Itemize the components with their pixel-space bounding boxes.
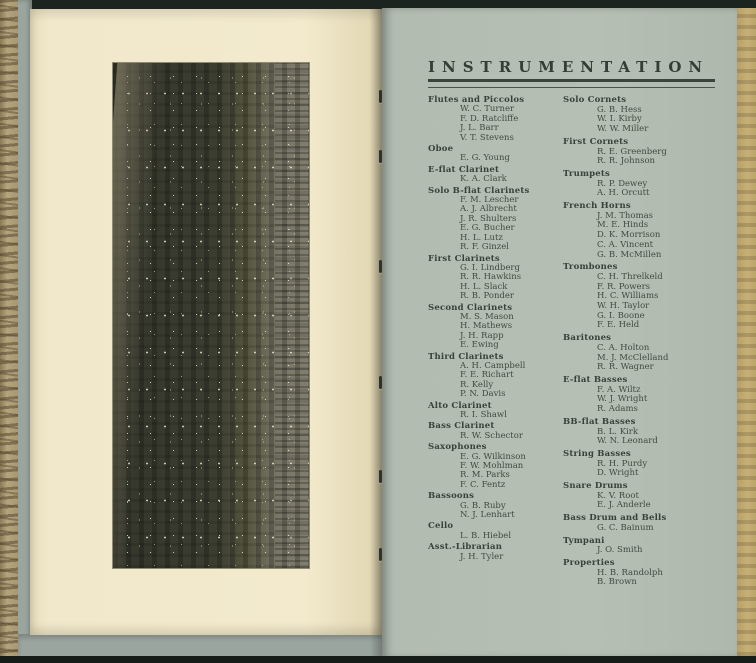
musician-name: H. B. Randolph [597, 567, 663, 578]
musician-name: A. H. Campbell [460, 360, 526, 371]
musician-name: W. H. Taylor [597, 301, 650, 312]
musician-name: F. D. Ratcliffe [460, 113, 519, 124]
musician-name: N. J. Lenhart [460, 510, 515, 521]
musician-name: R. F. Ginzel [460, 242, 509, 253]
musician-name: J. M. Thomas [597, 210, 654, 221]
musician-name: J. H. Tyler [460, 551, 504, 562]
musician-name: R. Kelly [460, 379, 494, 390]
musician-name: E. G. Wilkinson [460, 451, 526, 462]
instrument-section-title: Flutes and Piccolos [428, 95, 525, 105]
musician-name: C. A. Holton [597, 342, 650, 353]
musician-name: R. E. Greenberg [597, 146, 667, 157]
musician-name: F. W. Mohlman [460, 461, 524, 472]
musician-name: R. H. Purdy [597, 458, 648, 469]
instrument-section-title: Cello [428, 521, 454, 532]
musician-name: H. L. Slack [460, 281, 508, 292]
musician-name: J. H. Rapp [460, 330, 504, 341]
musician-name: B. Brown [597, 577, 637, 588]
musician-name: W. I. Kirby [597, 114, 642, 125]
instrument-section-title: French Horns [563, 201, 631, 212]
musician-name: A. J. Albrecht [460, 204, 517, 215]
musician-name: R. B. Ponder [460, 291, 514, 302]
musician-name: F. R. Powers [597, 281, 651, 292]
instrument-section-title: Snare Drums [563, 481, 628, 492]
musician-name: G. C. Bainum [597, 522, 654, 533]
instrument-column-right [563, 96, 715, 588]
instrument-section-title: BB-flat Basses [563, 416, 636, 427]
cover-edge-bottom [18, 634, 388, 658]
band-photograph [112, 62, 310, 569]
musician-name: F. E. Held [597, 320, 640, 331]
musician-name: J. O. Smith [597, 545, 643, 556]
musician-name: K. V. Root [597, 490, 639, 501]
musician-name: H. L. Lutz [460, 232, 503, 243]
musician-name: D. Wright [597, 468, 639, 479]
instrument-section-title: Solo B-flat Clarinets [428, 185, 530, 196]
musician-name: W. W. Miller [597, 124, 649, 135]
musician-name: R. P. Dewey [597, 178, 648, 189]
instrument-section-title: E-flat Basses [563, 374, 628, 385]
title-underline-rule [428, 79, 715, 88]
musician-name: F. C. Fentz [460, 479, 506, 490]
musician-name: C. H. Threlkeld [597, 271, 663, 282]
instrument-column-left [428, 96, 562, 562]
musician-name: G. B. Ruby [460, 500, 506, 511]
photo-backdrop-top [14, 0, 756, 8]
musician-name: C. A. Vincent [597, 239, 654, 250]
instrument-section-title: Trombones [563, 262, 618, 273]
musician-name: J. L. Barr [460, 123, 499, 134]
musician-name: R. Adams [597, 404, 638, 415]
instrument-section-title: E-flat Clarinet [428, 164, 500, 175]
instrument-section-title: Alto Clarinet [428, 400, 492, 411]
fore-edge-pages [737, 8, 756, 656]
musician-name: V. T. Stevens [460, 132, 514, 143]
instrument-section-title: Tympani [563, 535, 605, 546]
musician-name: L. B. Hiebel [460, 530, 512, 541]
instrument-section-title: First Cornets [563, 136, 629, 147]
musician-name: W. N. Leonard [597, 436, 658, 447]
musician-name: W. J. Wright [597, 394, 648, 405]
musician-name: B. L. Kirk [597, 426, 638, 437]
musician-name: K. A. Clark [460, 174, 507, 185]
musician-name: M. J. McClelland [597, 352, 669, 363]
instrument-section-title: Bassoons [428, 491, 475, 502]
musician-name: A. H. Orcutt [597, 188, 650, 199]
musician-name: F. E. Richart [460, 370, 514, 381]
left-page [30, 9, 382, 635]
musician-name: E. G. Young [460, 153, 510, 164]
page-title: INSTRUMENTATION [428, 58, 710, 76]
instrument-section-title: Second Clarinets [428, 302, 513, 313]
instrument-section-title: Properties [563, 557, 615, 568]
instrument-section-title: String Basses [563, 448, 631, 459]
musician-name: G. I. Lindberg [460, 262, 520, 273]
musician-name: H. Mathews [460, 321, 513, 332]
musician-name: R. W. Schector [460, 430, 523, 441]
right-page [382, 8, 737, 658]
musician-name: W. C. Turner [460, 104, 515, 115]
instrument-section-title: Oboe [428, 144, 454, 155]
instrument-section-title: Bass Clarinet [428, 421, 495, 432]
photo-backdrop-bottom [0, 656, 756, 663]
musician-name: R. R. Wagner [597, 362, 654, 373]
musician-name: D. K. Morrison [597, 230, 661, 241]
instrument-section-title: Baritones [563, 333, 612, 344]
instrument-section-title: Saxophones [428, 442, 487, 453]
instrument-section-title: Asst.-Librarian [428, 542, 503, 553]
instrument-section-title: Trumpets [563, 168, 611, 179]
deckled-page-edge [0, 0, 18, 663]
instrument-section-title: First Clarinets [428, 253, 500, 264]
musician-name: G. B. Hess [597, 104, 642, 115]
musician-name: R. M. Parks [460, 470, 510, 481]
musician-name: M. S. Mason [460, 311, 514, 322]
musician-name: F. M. Lescher [460, 195, 519, 206]
musician-name: M. E. Hinds [597, 220, 649, 231]
musician-name: H. C. Williams [597, 291, 659, 302]
musician-name: E. Ewing [460, 340, 499, 351]
musician-name: G. B. McMillen [597, 249, 662, 260]
musician-name: R. R. Johnson [597, 156, 656, 167]
musician-name: P. N. Davis [460, 389, 506, 400]
instrument-section-title: Bass Drum and Bells [563, 513, 667, 524]
musician-name: J. R. Shulters [460, 213, 517, 224]
instrument-section-title: Solo Cornets [563, 95, 627, 105]
musician-name: F. A. Wiltz [597, 384, 641, 395]
musician-name: E. G. Bucher [460, 223, 515, 234]
instrument-section-title: Third Clarinets [428, 351, 504, 362]
musician-name: R. I. Shawl [460, 410, 507, 420]
musician-name: R. R. Hawkins [460, 272, 522, 283]
musician-name: E. J. Anderle [597, 500, 651, 511]
musician-name: G. I. Boone [597, 310, 645, 321]
